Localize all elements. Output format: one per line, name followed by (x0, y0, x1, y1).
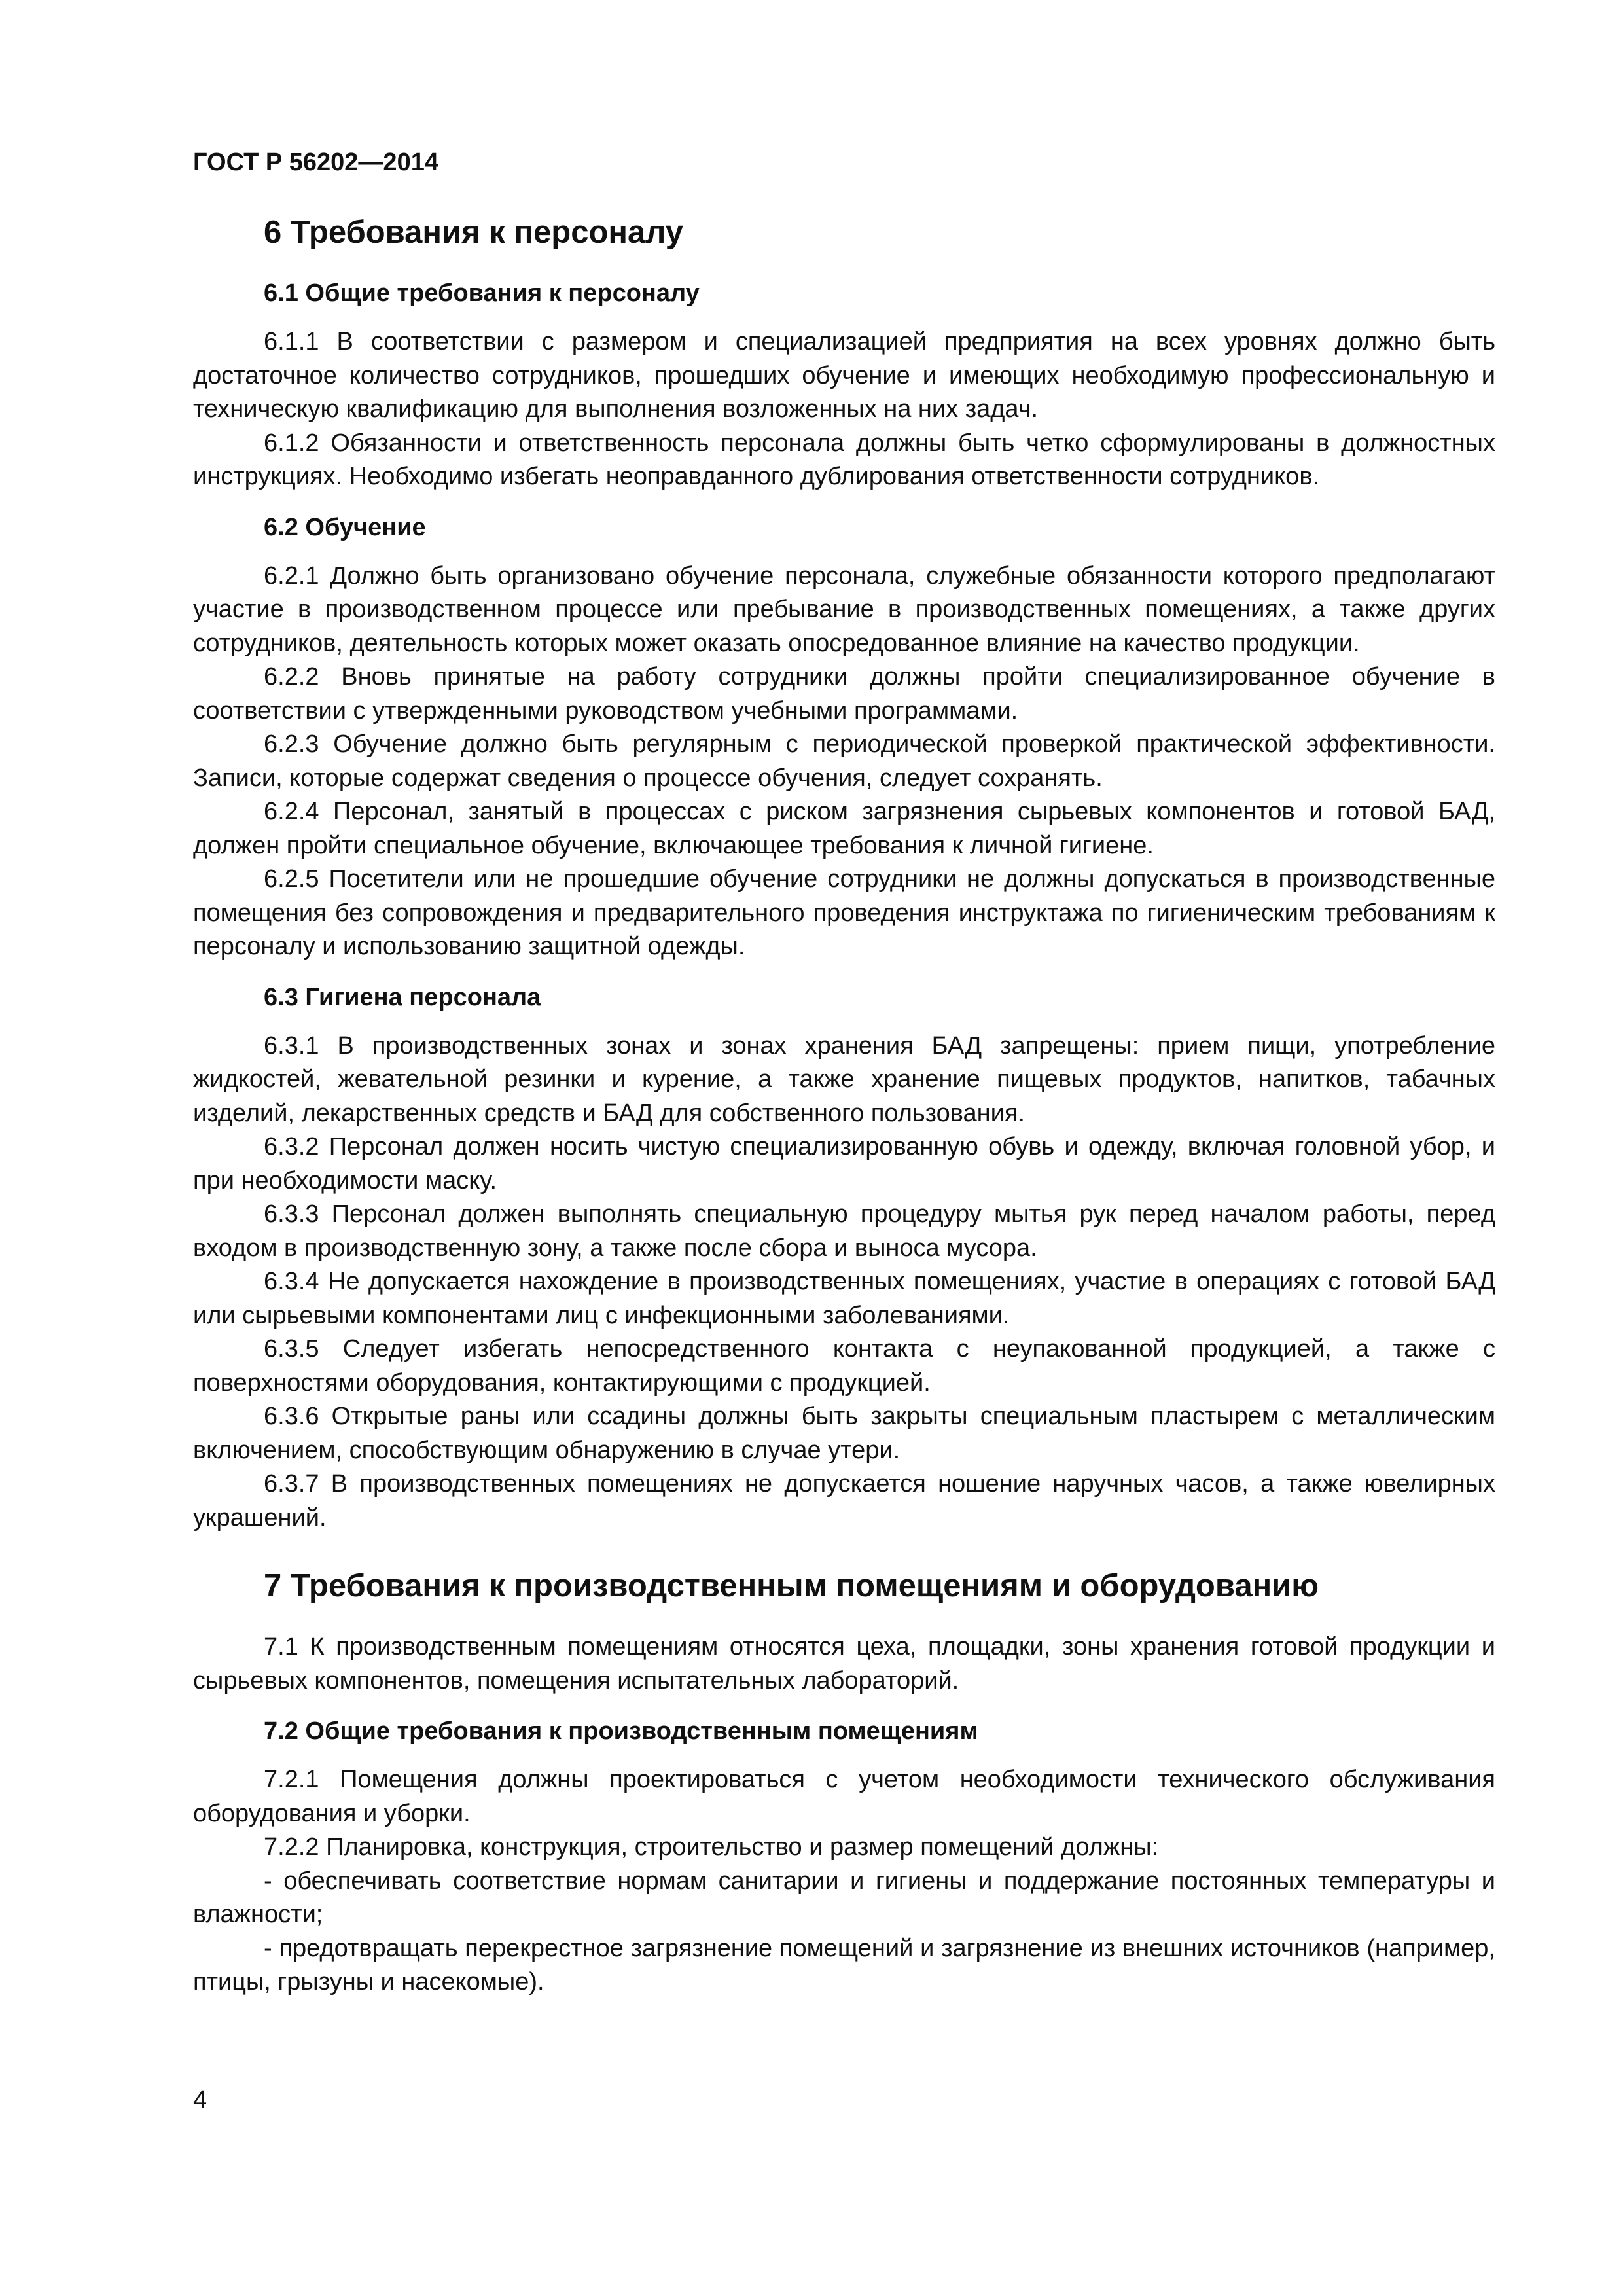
subsection-6-3-title: 6.3 Гигиена персонала (264, 983, 541, 1011)
paragraph-6-3-5: 6.3.5 Следует избегать непосредственного контакта с неупакованной продукцией, а также с поверхностями оборудования, контактирующими с продукцией. (193, 1335, 1495, 1397)
subsection-6-2-title: 6.2 Обучение (264, 513, 426, 541)
paragraph-6-3-1: 6.3.1 В производственных зонах и зонах хранения БАД запрещены: прием пищи, употребление жидкостей, жевательной резинки и курение, а также хранение пищевых продуктов, напитков, табачных изделий, лекарственных средств и БАД для собственного пользования. (193, 1031, 1495, 1127)
paragraph-6-3-3: 6.3.3 Персонал должен выполнять специальную процедуру мытья рук перед началом работы, перед входом в производственную зону, а также после сбора и выноса мусора. (193, 1200, 1495, 1262)
section-6-title: 6 Требования к персоналу (264, 215, 683, 250)
paragraph-6-3-4: 6.3.4 Не допускается нахождение в производственных помещениях, участие в операциях с готовой БАД или сырьевыми компонентами лиц с инфекционными заболеваниями. (193, 1268, 1495, 1329)
paragraph-6-3-7: 6.3.7 В производственных помещениях не допускается ношение наручных часов, а также ювелирных украшений. (193, 1470, 1495, 1532)
paragraph-6-2-3: 6.2.3 Обучение должно быть регулярным с периодической проверкой практической эффективности. Записи, которые содержат сведения о процессе обучения, следует сохранять. (193, 730, 1495, 792)
paragraph-7-2-2: 7.2.2 Планировка, конструкция, строительство и размер помещений должны: (264, 1833, 1159, 1861)
paragraph-6-2-5: 6.2.5 Посетители или не прошедшие обучение сотрудники не должны допускаться в производственные помещения без сопровождения и предварительного проведения инструктажа по гигиеническим требованиям к персоналу и использованию защитной одежды. (193, 865, 1495, 960)
paragraph-6-2-2: 6.2.2 Вновь принятые на работу сотрудники должны пройти специализированное обучение в соответствии с утвержденными руководством учебными программами. (193, 663, 1495, 725)
paragraph-6-3-2: 6.3.2 Персонал должен носить чистую специализированную обувь и одежду, включая головной убор, и при необходимости маску. (193, 1133, 1495, 1194)
section-7-title: 7 Требования к производственным помещениям и оборудованию (264, 1568, 1319, 1604)
paragraph-6-2-1: 6.2.1 Должно быть организовано обучение персонала, служебные обязанности которого предполагают участие в производственном процессе или пребывание в производственных помещениях, а также других сотрудников, деятельность которых может оказать опосредованное влияние на качество продукции. (193, 562, 1495, 657)
paragraph-6-3-6: 6.3.6 Открытые раны или ссадины должны быть закрыты специальным пластырем с металлическим включением, способствующим обнаружению в случае утери. (193, 1403, 1495, 1464)
document-code: ГОСТ Р 56202—2014 (193, 149, 438, 176)
page-number: 4 (193, 2087, 207, 2114)
paragraph-6-2-4: 6.2.4 Персонал, занятый в процессах с риском загрязнения сырьевых компонентов и готовой БАД, должен пройти специальное обучение, включающее требования к личной гигиене. (193, 798, 1495, 859)
paragraph-7-1: 7.1 К производственным помещениям относятся цеха, площадки, зоны хранения готовой продукции и сырьевых компонентов, помещения испытательных лабораторий. (193, 1633, 1495, 1695)
list-item-cross-contamination: - предотвращать перекрестное загрязнение помещений и загрязнение из внешних источников (например, птицы, грызуны и насекомые). (193, 1934, 1495, 1996)
paragraph-6-1-1: 6.1.1 В соответствии с размером и специализацией предприятия на всех уровнях должно быть достаточное количество сотрудников, прошедших обучение и имеющих необходимую профессиональную и техническую квалификацию для выполнения возложенных на них задач. (193, 328, 1495, 423)
list-item-sanitary: - обеспечивать соответствие нормам санитарии и гигиены и поддержание постоянных температуры и влажности; (193, 1867, 1495, 1928)
paragraph-7-2-1: 7.2.1 Помещения должны проектироваться с учетом необходимости технического обслуживания оборудования и уборки. (193, 1766, 1495, 1827)
subsection-6-1-title: 6.1 Общие требования к персоналу (264, 279, 700, 307)
document-page (193, 147, 1495, 2000)
subsection-7-2-title: 7.2 Общие требования к производственным помещениям (264, 1717, 978, 1745)
paragraph-6-1-2: 6.1.2 Обязанности и ответственность персонала должны быть четко сформулированы в должностных инструкциях. Необходимо избегать неоправданного дублирования ответственности сотрудников. (193, 429, 1495, 490)
